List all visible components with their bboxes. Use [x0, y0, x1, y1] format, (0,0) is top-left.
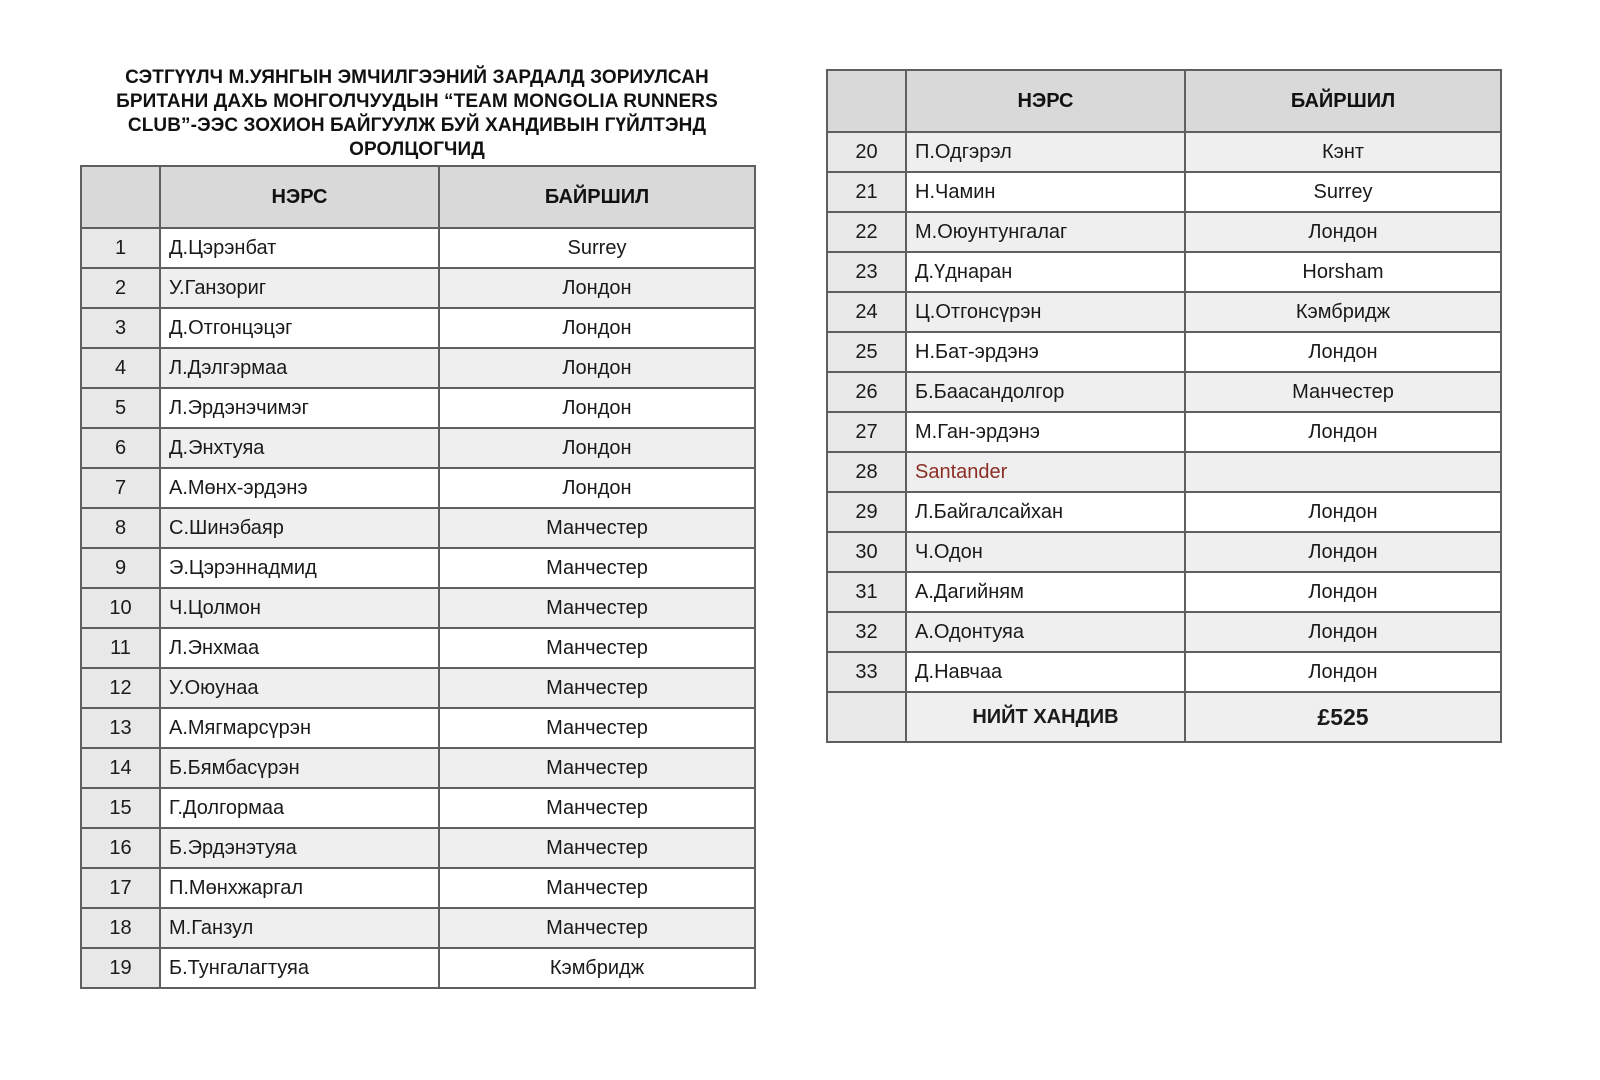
row-number: 8: [81, 508, 160, 548]
row-number: 25: [827, 332, 906, 372]
total-label: НИЙТ ХАНДИВ: [906, 692, 1185, 742]
participant-name: Д.Цэрэнбат: [160, 228, 439, 268]
row-number: 27: [827, 412, 906, 452]
table-row: [81, 228, 755, 268]
row-number: 21: [827, 172, 906, 212]
participant-name: Д.Отгонцэцэг: [160, 308, 439, 348]
total-row: [827, 692, 1501, 742]
column-header-number: [827, 70, 906, 132]
participant-name: Б.Баасандолгор: [906, 372, 1185, 412]
row-number: 7: [81, 468, 160, 508]
participant-name: Б.Бямбасүрэн: [160, 748, 439, 788]
participant-name: А.Мөнх-эрдэнэ: [160, 468, 439, 508]
table-row: [827, 412, 1501, 452]
participant-location: Лондон: [439, 388, 755, 428]
column-header-name: НЭРС: [160, 166, 439, 228]
participant-location: Лондон: [1185, 212, 1501, 252]
row-number: 12: [81, 668, 160, 708]
total-number-cell: [827, 692, 906, 742]
table-row: [827, 212, 1501, 252]
participant-location: Лондон: [1185, 332, 1501, 372]
participant-name: П.Одгэрэл: [906, 132, 1185, 172]
row-number: 26: [827, 372, 906, 412]
table-row: [81, 948, 755, 988]
table-header-row: [81, 166, 755, 228]
participant-location: Surrey: [1185, 172, 1501, 212]
participant-location: Манчестер: [439, 588, 755, 628]
table-row: [827, 132, 1501, 172]
participant-location: Лондон: [439, 308, 755, 348]
participant-location: Манчестер: [439, 508, 755, 548]
table-row: [81, 708, 755, 748]
table-row: [827, 492, 1501, 532]
participant-name: С.Шинэбаяр: [160, 508, 439, 548]
participant-name: Santander: [906, 452, 1185, 492]
participant-name: Ч.Одон: [906, 532, 1185, 572]
participant-name: Л.Энхмаа: [160, 628, 439, 668]
participant-name: Д.Үднаран: [906, 252, 1185, 292]
participant-location: Манчестер: [439, 628, 755, 668]
participant-location: Лондон: [1185, 612, 1501, 652]
table-row: [81, 468, 755, 508]
participant-name: А.Одонтуяа: [906, 612, 1185, 652]
table-row: [827, 292, 1501, 332]
row-number: 2: [81, 268, 160, 308]
table-row: [827, 572, 1501, 612]
title-line-4: ОРОЛЦОГЧИД: [349, 139, 485, 160]
participant-location: Лондон: [1185, 572, 1501, 612]
participant-name: М.Оюунтунгалаг: [906, 212, 1185, 252]
table-row: [827, 452, 1501, 492]
participant-name: Н.Чамин: [906, 172, 1185, 212]
participant-name: Л.Эрдэнэчимэг: [160, 388, 439, 428]
participant-location: Манчестер: [439, 748, 755, 788]
table-row: [81, 508, 755, 548]
participant-location: Лондон: [439, 428, 755, 468]
participant-name: У.Ганзориг: [160, 268, 439, 308]
table-row: [81, 548, 755, 588]
row-number: 23: [827, 252, 906, 292]
table-row: [81, 348, 755, 388]
row-number: 30: [827, 532, 906, 572]
total-amount: £525: [1185, 692, 1501, 742]
table-row: [81, 628, 755, 668]
table-row: [81, 868, 755, 908]
row-number: 11: [81, 628, 160, 668]
participant-location: Лондон: [1185, 652, 1501, 692]
participant-location: Кэмбридж: [439, 948, 755, 988]
table-row: [827, 252, 1501, 292]
participant-name: Н.Бат-эрдэнэ: [906, 332, 1185, 372]
participants-table-left: [80, 165, 756, 989]
participant-name: А.Дагийням: [906, 572, 1185, 612]
participants-table-right: [826, 69, 1502, 743]
row-number: 33: [827, 652, 906, 692]
participant-location: Лондон: [439, 468, 755, 508]
table-row: [81, 828, 755, 868]
table-row: [81, 428, 755, 468]
table-row: [81, 788, 755, 828]
row-number: 31: [827, 572, 906, 612]
row-number: 16: [81, 828, 160, 868]
participant-location: Кэнт: [1185, 132, 1501, 172]
row-number: 9: [81, 548, 160, 588]
table-row: [827, 532, 1501, 572]
row-number: 18: [81, 908, 160, 948]
row-number: 3: [81, 308, 160, 348]
table-row: [827, 332, 1501, 372]
participant-location: Манчестер: [439, 548, 755, 588]
column-header-number: [81, 166, 160, 228]
title-line-3: CLUB”-ЭЭС ЗОХИОН БАЙГУУЛЖ БУЙ ХАНДИВЫН ГҮЙЛТЭНД: [127, 115, 707, 136]
participant-location: Лондон: [1185, 492, 1501, 532]
row-number: 24: [827, 292, 906, 332]
table-row: [81, 308, 755, 348]
participant-location: Кэмбридж: [1185, 292, 1501, 332]
row-number: 29: [827, 492, 906, 532]
row-number: 15: [81, 788, 160, 828]
participant-location: Манчестер: [439, 788, 755, 828]
row-number: 17: [81, 868, 160, 908]
participant-location: Манчестер: [439, 828, 755, 868]
row-number: 22: [827, 212, 906, 252]
row-number: 10: [81, 588, 160, 628]
participant-name: У.Оюунаа: [160, 668, 439, 708]
table-row: [81, 908, 755, 948]
participant-location: Лондон: [439, 268, 755, 308]
row-number: 13: [81, 708, 160, 748]
column-header-location: БАЙРШИЛ: [1185, 70, 1501, 132]
table-row: [81, 588, 755, 628]
document-title: [80, 66, 754, 162]
table-row: [827, 612, 1501, 652]
participant-name: Л.Дэлгэрмаа: [160, 348, 439, 388]
table-row: [827, 372, 1501, 412]
participant-location: Манчестер: [439, 868, 755, 908]
column-header-location: БАЙРШИЛ: [439, 166, 755, 228]
title-line-2: БРИТАНИ ДАХЬ МОНГОЛЧУУДЫН “TEAM MONGOLIA RUNNERS: [116, 91, 718, 112]
participant-location: Horsham: [1185, 252, 1501, 292]
participant-name: Ц.Отгонсүрэн: [906, 292, 1185, 332]
participants-list-right: [827, 132, 1501, 692]
participant-name: П.Мөнхжаргал: [160, 868, 439, 908]
participant-name: Д.Навчаа: [906, 652, 1185, 692]
participant-name: М.Ган-эрдэнэ: [906, 412, 1185, 452]
row-number: 4: [81, 348, 160, 388]
column-header-name: НЭРС: [906, 70, 1185, 132]
participant-name: М.Ганзул: [160, 908, 439, 948]
participant-name: Б.Тунгалагтуяа: [160, 948, 439, 988]
participant-name: Д.Энхтуяа: [160, 428, 439, 468]
participant-location: Манчестер: [439, 668, 755, 708]
participant-location: Surrey: [439, 228, 755, 268]
table-row: [81, 748, 755, 788]
table-header-row: [827, 70, 1501, 132]
participant-location: [1185, 452, 1501, 492]
participant-name: Б.Эрдэнэтуяа: [160, 828, 439, 868]
participant-name: Ч.Цолмон: [160, 588, 439, 628]
participant-name: Л.Байгалсайхан: [906, 492, 1185, 532]
table-row: [81, 668, 755, 708]
participant-location: Манчестер: [439, 908, 755, 948]
participant-location: Лондон: [439, 348, 755, 388]
row-number: 6: [81, 428, 160, 468]
row-number: 5: [81, 388, 160, 428]
row-number: 1: [81, 228, 160, 268]
row-number: 32: [827, 612, 906, 652]
table-row: [81, 268, 755, 308]
participant-name: А.Мягмарсүрэн: [160, 708, 439, 748]
participant-location: Лондон: [1185, 532, 1501, 572]
title-line-1: СЭТГҮҮЛЧ М.УЯНГЫН ЭМЧИЛГЭЭНИЙ ЗАРДАЛД ЗОРИУЛСАН: [125, 67, 709, 88]
participant-location: Манчестер: [1185, 372, 1501, 412]
participants-list-left: [81, 228, 755, 988]
participant-location: Манчестер: [439, 708, 755, 748]
participant-name: Э.Цэрэннадмид: [160, 548, 439, 588]
row-number: 28: [827, 452, 906, 492]
row-number: 20: [827, 132, 906, 172]
table-row: [81, 388, 755, 428]
participant-name: Г.Долгормаа: [160, 788, 439, 828]
table-row: [827, 172, 1501, 212]
participant-location: Лондон: [1185, 412, 1501, 452]
row-number: 14: [81, 748, 160, 788]
row-number: 19: [81, 948, 160, 988]
table-row: [827, 652, 1501, 692]
